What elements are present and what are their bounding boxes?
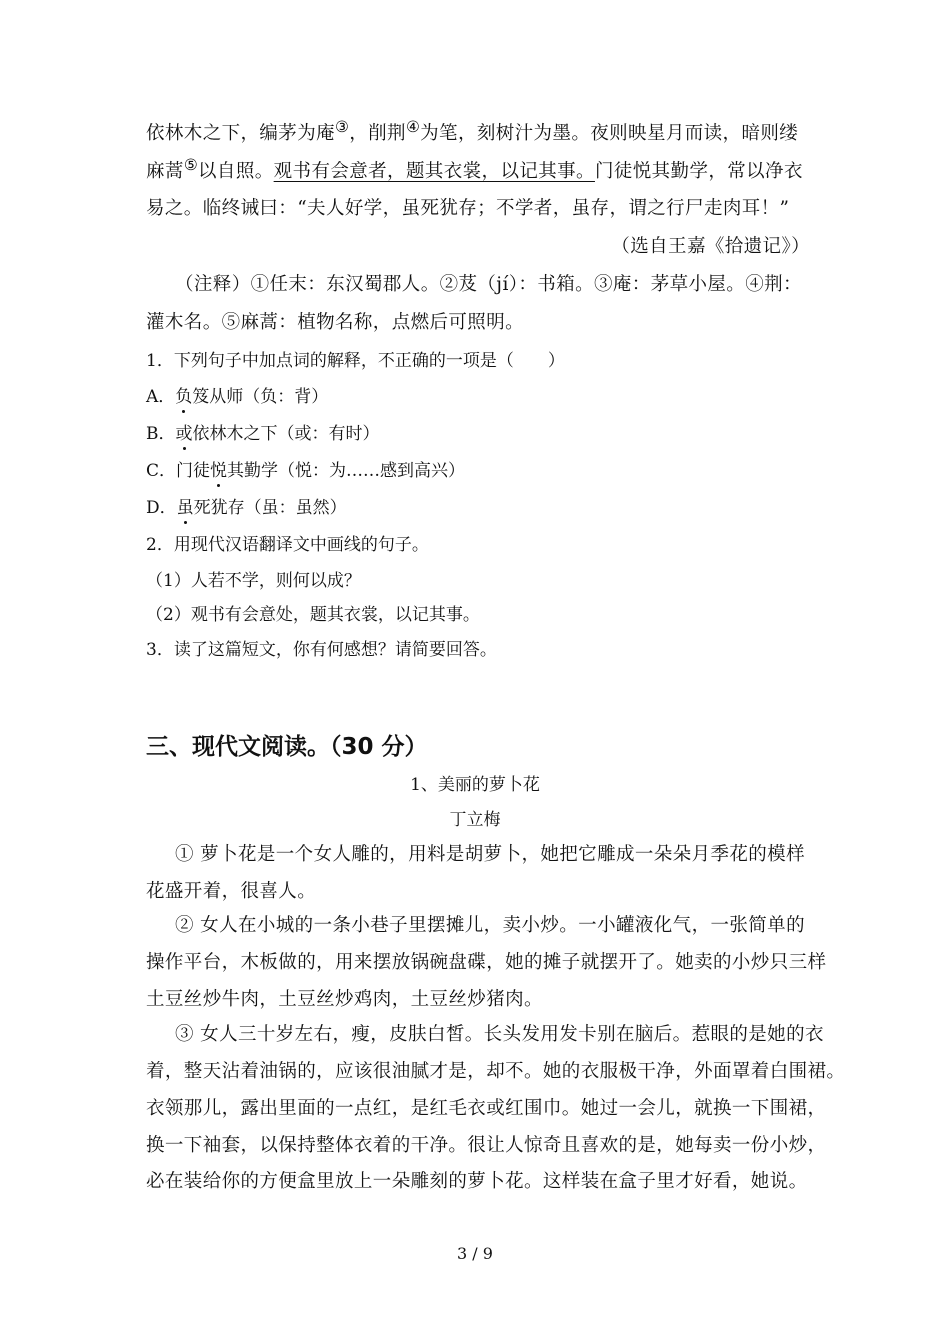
- option-d: D．虽死犹存（虽：虽然）: [146, 498, 347, 518]
- question-2-2: （2）观书有会意处，题其衣裳，以记其事。: [146, 605, 480, 625]
- article-line: ② 女人在小城的一条小巷子里摆摊儿，卖小炒。一小罐液化气，一张简单的: [175, 915, 805, 936]
- option-c: C．门徒悦其勤学（悦：为……感到高兴）: [146, 461, 466, 481]
- classical-line-2: 麻蒿⑤以自照。观书有会意者，题其衣裳，以记其事。门徒悦其勤学，常以净衣: [146, 156, 803, 183]
- option-a: A．负笈从师（负：背）: [146, 387, 329, 407]
- classical-line-3: 易之。临终诫曰：“夫人好学，虽死犹存；不学者，虽存，谓之行尸走肉耳！”: [146, 198, 790, 219]
- article-line: ③ 女人三十岁左右，瘦，皮肤白皙。长头发用发卡别在脑后。惹眼的是她的衣: [175, 1024, 824, 1045]
- underlined-sentence: 观书有会意者，题其衣裳，以记其事。: [273, 161, 595, 183]
- article-line: 花盛开着，很喜人。: [146, 881, 317, 902]
- question-1: 1．下列句子中加点词的解释，不正确的一项是（ ）: [146, 351, 565, 371]
- article-line: 换一下袖套，以保持整体衣着的干净。很让人惊奇且喜欢的是，她每卖一份小炒，: [146, 1135, 827, 1156]
- question-2: 2．用现代汉语翻译文中画线的句子。: [146, 535, 429, 555]
- article-line: 必在装给你的方便盒里放上一朵雕刻的萝卜花。这样装在盒子里才好看，她说。: [146, 1171, 808, 1192]
- article-author: 丁立梅: [449, 810, 501, 830]
- article-line: 着，整天沾着油锅的，应该很油腻才是，却不。她的衣服极干净，外面罩着白围裙。: [146, 1061, 846, 1082]
- article-line: ① 萝卜花是一个女人雕的，用料是胡萝卜，她把它雕成一朵朵月季花的模样: [175, 844, 805, 865]
- option-b: B．或依林木之下（或：有时）: [146, 424, 380, 444]
- classical-line-1: 依林木之下，编茅为庵③，削荆④为笔，刻树汁为墨。夜则映星月而读，暗则缕: [146, 118, 799, 145]
- notes-line-1: （注释）①任末：东汉蜀郡人。②芨（jí）：书箱。③庵：茅草小屋。④荆：: [175, 274, 802, 295]
- article-title: 1、美丽的萝卜花: [410, 775, 540, 795]
- notes-line-2: 灌木名。⑤麻蒿：植物名称，点燃后可照明。: [146, 312, 525, 333]
- article-line: 土豆丝炒牛肉，土豆丝炒鸡肉，土豆丝炒猪肉。: [146, 989, 543, 1010]
- question-2-1: （1）人若不学，则何以成？: [146, 571, 361, 591]
- source-citation: （选自王嘉《拾遗记》）: [611, 236, 810, 257]
- section-heading: 三、现代文阅读。（30 分）: [146, 734, 428, 760]
- article-line: 衣领那儿，露出里面的一点红，是红毛衣或红围巾。她过一会儿，就换一下围裙，: [146, 1098, 827, 1119]
- page-number: 3 / 9: [457, 1244, 493, 1263]
- article-line: 操作平台，木板做的，用来摆放锅碗盘碟，她的摊子就摆开了。她卖的小炒只三样: [146, 952, 827, 973]
- question-3: 3．读了这篇短文，你有何感想？请简要回答。: [146, 640, 497, 660]
